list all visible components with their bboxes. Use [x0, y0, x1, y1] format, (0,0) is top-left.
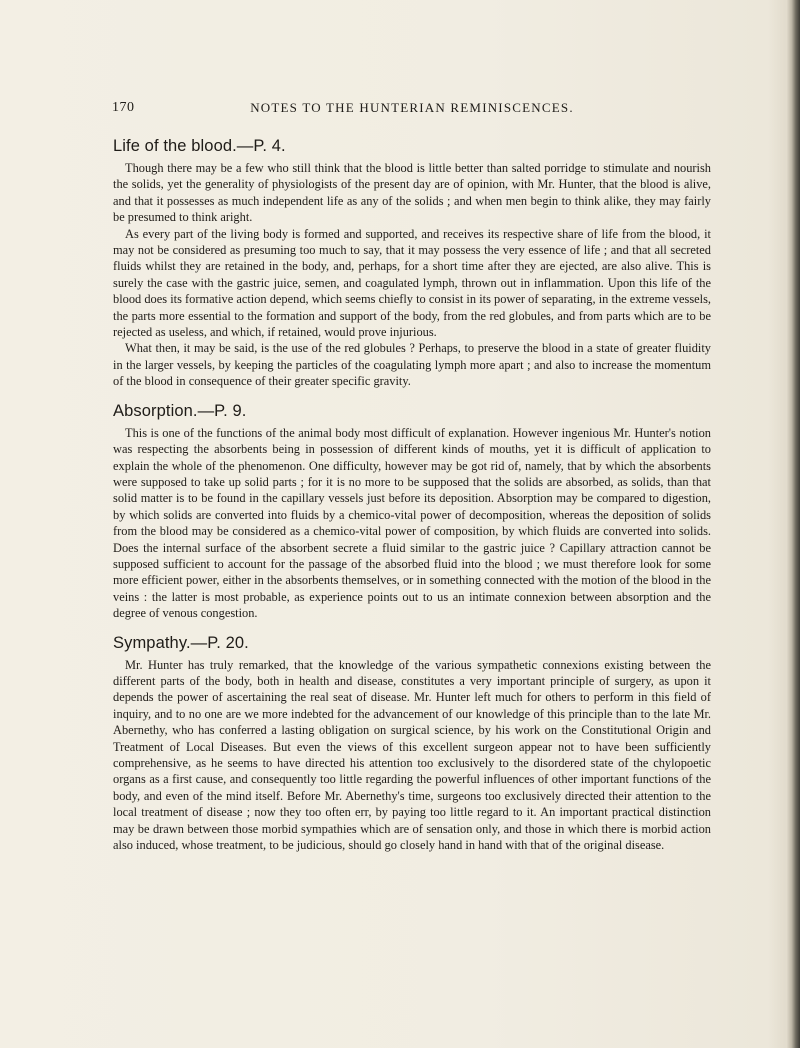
paragraph: This is one of the functions of the animal body most difficult of explanation. However ingenious Mr. Hunter's notion was respecting the absorbents being in possession of different kinds of mouths, yet it is difficult of application to explain the whole of the phenomenon. One difficulty, however may be got rid of, namely, that by which the absorbents were supposed to take up solid parts ; for it is no more to be supposed that the solids are absorbed, as solids, than that solid matter is to be found in the capillary vessels just before its deposition. Absorption may be compared to digestion, by which solids are converted into fluids by a chemico-vital power of decomposition, whereas the deposition of solids from the blood may be considered as a chemico-vital power of composition, by which fluids are converted into solids. Does the internal surface of the absorbent secrete a fluid similar to the gastric juice ? Capillary attraction cannot be supposed sufficient to account for the passage of the absorbed fluid into the blood ; we must therefore look for some more efficient power, either in the absorbents themselves, or in something connected with the motion of the blood in the veins : the latter is most probable, as experience points out to us an intimate connexion between absorption and the degree of venous congestion.	[113, 425, 711, 621]
section-heading: Sympathy.—P. 20.	[113, 633, 249, 652]
paragraph: As every part of the living body is formed and supported, and receives its respective share of life from the blood, it may not be considered as presuming too much to say, that it may possess the very essence of life ; and that all secreted fluids whilst they are retained in the body, and, perhaps, for a short time after they are ejected, are also alive. This is surely the case with the gastric juice, semen, and coagulated lymph, thrown out in inflammation. Upon this life of the blood does its formative action depend, which seems chiefly to consist in its power of separating, in the extreme vessels, the parts more essential to the formation and support of the body, from the red globules, and from parts which are to be rejected as useless, and which, if retained, would prove injurious.	[113, 226, 711, 340]
page-header	[112, 100, 712, 122]
section-absorption	[113, 402, 711, 622]
book-spine-edge	[786, 0, 800, 1048]
section-sympathy	[113, 634, 711, 854]
paragraph: Though there may be a few who still think that the blood is little better than salted porridge to stimulate and nourish the solids, yet the generality of physiologists of the present day are of opinion, with Mr. Hunter, that the blood is alive, and that it possesses as much independent life as any of the solids ; and when men begin to think alike, they may fairly be presumed to think aright.	[113, 161, 711, 225]
section-life-of-blood	[113, 137, 711, 390]
page-number: 170	[112, 100, 135, 115]
paragraph: Mr. Hunter has truly remarked, that the knowledge of the various sympathetic connexions existing between the different parts of the body, both in health and disease, constitutes a very important principle of surgery, as upon it depends the power of ascertaining the real seat of disease. Mr. Hunter left much for others to perform in this field of inquiry, and to no one are we more indebted for the advancement of our knowledge of this principle than to the late Mr. Abernethy, who has conferred a lasting obligation on surgical science, by his work on the Constitutional Origin and Treatment of Local Diseases. But even the views of this excellent surgeon appear not to have been sufficiently comprehensive, as he seems to have directed his attention too exclusively to the disordered state of the chylopoetic organs as a first cause, and consequently too little regarding the powerful influences of other important functions of the body, and even of the mind itself. Before Mr. Abernethy's time, surgeons too exclusively directed their attention to the local treatment of disease ; now they too often err, by paying too little regard to it. An important practical distinction may be drawn between those morbid sympathies which are of sensation only, and those in which there is morbid action also induced, whose treatment, to be judicious, should go closely hand in hand with that of the original disease.	[113, 657, 711, 853]
section-heading: Absorption.—P. 9.	[113, 401, 247, 420]
section-heading: Life of the blood.—P. 4.	[113, 137, 286, 155]
paragraph: What then, it may be said, is the use of the red globules ? Perhaps, to preserve the blood in a state of greater fluidity in the larger vessels, by keeping the particles of the coagulating lymph more apart ; and also to increase the momentum of the blood in consequence of their greater specific gravity.	[113, 341, 711, 389]
running-title: NOTES TO THE HUNTERIAN REMINISCENCES.	[250, 100, 574, 115]
page-body	[113, 137, 711, 865]
